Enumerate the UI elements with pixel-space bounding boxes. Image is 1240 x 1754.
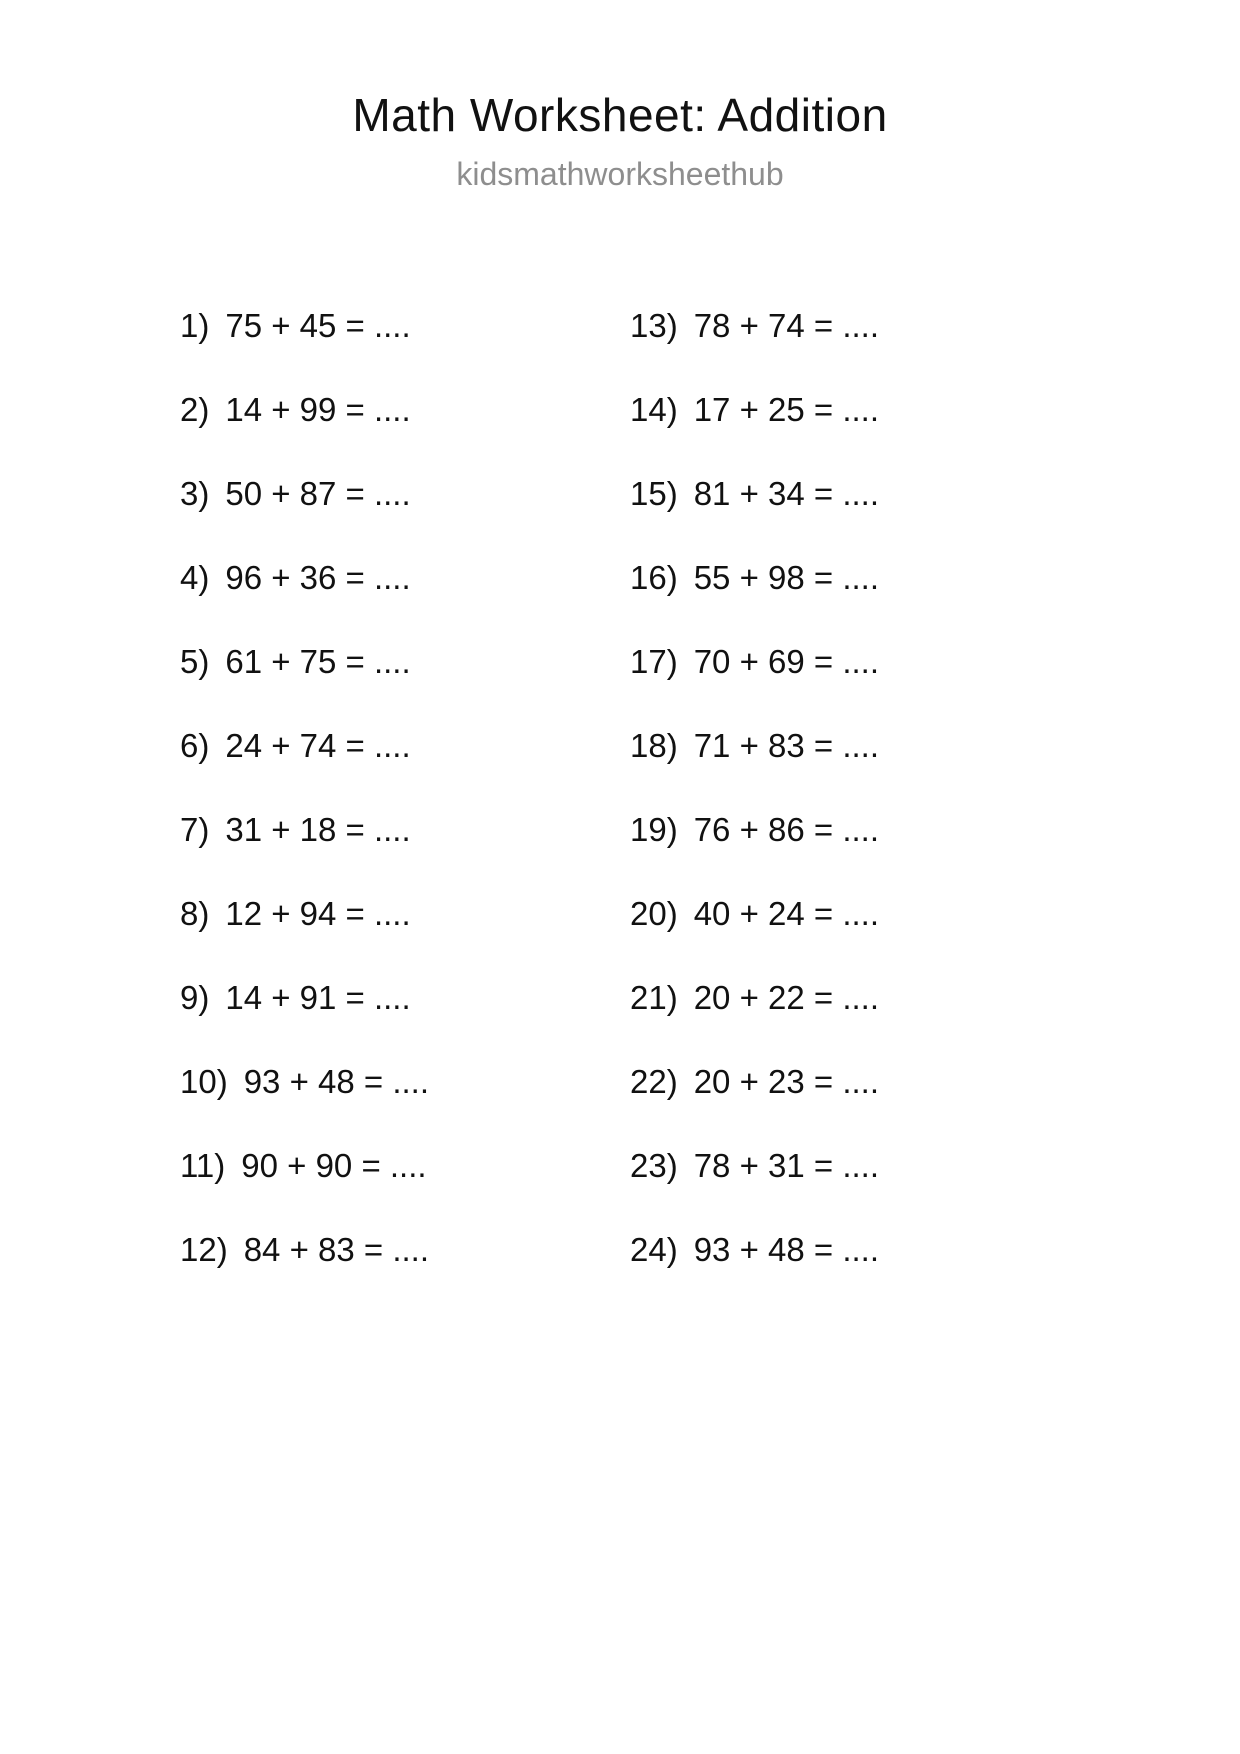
problem-expression: 76 + 86 = ....	[693, 811, 880, 848]
problem-expression: 20 + 22 = ....	[693, 979, 880, 1016]
problem-row	[630, 1233, 1240, 1266]
problem-expression: 70 + 69 = ....	[693, 643, 880, 680]
problem-number: 2)	[180, 391, 210, 428]
problem-row	[180, 897, 630, 930]
problem-row	[630, 561, 1240, 594]
problem-number: 6)	[180, 727, 210, 764]
problem-expression: 75 + 45 = ....	[225, 307, 411, 344]
problem-row	[180, 981, 630, 1014]
problem-row	[630, 1149, 1240, 1182]
problems-column-left	[180, 309, 630, 1266]
problem-number: 20)	[630, 895, 678, 932]
problem-expression: 78 + 74 = ....	[693, 307, 880, 344]
problem-row	[630, 1065, 1240, 1098]
problem-expression: 61 + 75 = ....	[225, 643, 411, 680]
problem-number: 9)	[180, 979, 210, 1016]
problem-row	[180, 1149, 630, 1182]
problem-row	[630, 309, 1240, 342]
problem-number: 23)	[630, 1147, 678, 1184]
problem-expression: 20 + 23 = ....	[693, 1063, 880, 1100]
problem-row	[630, 393, 1240, 426]
problem-row	[630, 813, 1240, 846]
problem-number: 4)	[180, 559, 210, 596]
problem-number: 7)	[180, 811, 210, 848]
problem-row	[180, 729, 630, 762]
problem-number: 14)	[630, 391, 678, 428]
problem-row	[630, 645, 1240, 678]
problem-row	[180, 1065, 630, 1098]
problem-row	[180, 561, 630, 594]
worksheet-header	[0, 0, 1240, 193]
problem-expression: 84 + 83 = ....	[243, 1231, 430, 1268]
problem-row	[630, 981, 1240, 1014]
problem-expression: 40 + 24 = ....	[693, 895, 880, 932]
problem-row	[180, 1233, 630, 1266]
problem-number: 22)	[630, 1063, 678, 1100]
problem-number: 5)	[180, 643, 210, 680]
problem-number: 8)	[180, 895, 210, 932]
problem-number: 18)	[630, 727, 678, 764]
problem-number: 19)	[630, 811, 678, 848]
problem-expression: 93 + 48 = ....	[243, 1063, 430, 1100]
problem-number: 17)	[630, 643, 678, 680]
problem-expression: 78 + 31 = ....	[693, 1147, 880, 1184]
problem-row	[630, 729, 1240, 762]
problem-number: 12)	[180, 1231, 228, 1268]
problem-expression: 81 + 34 = ....	[693, 475, 880, 512]
problems-area	[0, 309, 1240, 1266]
problem-expression: 96 + 36 = ....	[225, 559, 411, 596]
problem-expression: 50 + 87 = ....	[225, 475, 411, 512]
problem-number: 15)	[630, 475, 678, 512]
problem-expression: 14 + 99 = ....	[225, 391, 411, 428]
problem-row	[180, 477, 630, 510]
problem-expression: 17 + 25 = ....	[693, 391, 880, 428]
problem-row	[630, 477, 1240, 510]
page-title: Math Worksheet: Addition	[352, 89, 888, 141]
problem-row	[180, 393, 630, 426]
problem-row	[180, 813, 630, 846]
problem-expression: 90 + 90 = ....	[241, 1147, 427, 1184]
problem-expression: 55 + 98 = ....	[693, 559, 880, 596]
problems-column-right	[630, 309, 1240, 1266]
problem-expression: 12 + 94 = ....	[225, 895, 411, 932]
problem-expression: 31 + 18 = ....	[225, 811, 411, 848]
problem-row	[180, 645, 630, 678]
problem-row	[180, 309, 630, 342]
problem-number: 24)	[630, 1231, 678, 1268]
problem-number: 16)	[630, 559, 678, 596]
problem-row	[630, 897, 1240, 930]
problem-expression: 14 + 91 = ....	[225, 979, 411, 1016]
problem-number: 21)	[630, 979, 678, 1016]
page-subtitle: kidsmathworksheethub	[456, 156, 784, 192]
problem-number: 13)	[630, 307, 678, 344]
problem-number: 3)	[180, 475, 210, 512]
problem-expression: 24 + 74 = ....	[225, 727, 411, 764]
problem-number: 1)	[180, 307, 210, 344]
problem-number: 11)	[180, 1147, 226, 1184]
problem-expression: 71 + 83 = ....	[693, 727, 880, 764]
problem-number: 10)	[180, 1063, 228, 1100]
problem-expression: 93 + 48 = ....	[693, 1231, 880, 1268]
